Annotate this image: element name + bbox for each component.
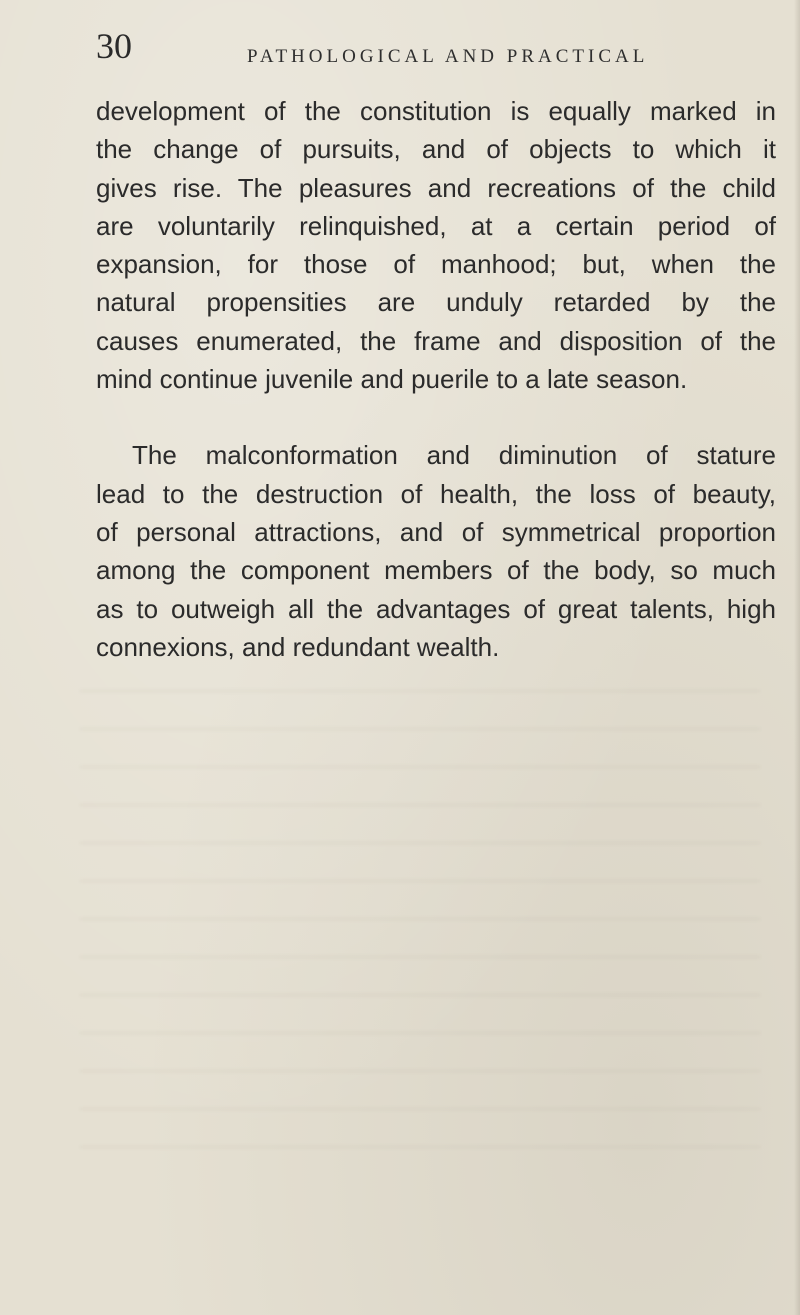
text-line: The malconformation and diminution of stature bbox=[132, 440, 776, 471]
text-line: are voluntarily relinquished, at a certain period of bbox=[96, 210, 776, 241]
text-line: natural propensities are unduly retarded by the bbox=[96, 287, 776, 318]
page-header bbox=[0, 26, 800, 86]
text-line: the change of pursuits, and of objects to which it bbox=[96, 134, 776, 165]
paragraph-gap bbox=[96, 398, 776, 436]
text-line: among the component members of the body, so much bbox=[96, 555, 776, 586]
page-edge-shadow bbox=[794, 0, 800, 1315]
paragraph-2 bbox=[96, 436, 776, 666]
text-line: causes enumerated, the frame and disposition of the bbox=[96, 325, 776, 356]
text-line: gives rise. The pleasures and recreations of the child bbox=[96, 172, 776, 203]
text-line: as to outweigh all the advantages of great talents, high bbox=[96, 593, 776, 624]
text-line: development of the constitution is equally marked in bbox=[96, 96, 776, 126]
show-through-texture bbox=[80, 690, 760, 1170]
text-line: expansion, for those of manhood; but, when the bbox=[96, 249, 776, 280]
text-line: lead to the destruction of health, the loss of beauty, bbox=[96, 478, 776, 509]
text-line: of personal attractions, and of symmetrical proportion bbox=[96, 516, 776, 547]
page-number: 30 bbox=[96, 26, 132, 66]
text-line: connexions, and redundant wealth. bbox=[96, 631, 500, 662]
text-line: mind continue juvenile and puerile to a late season. bbox=[96, 364, 688, 395]
paragraph-1 bbox=[96, 92, 776, 398]
body-text bbox=[96, 92, 776, 666]
running-head: PATHOLOGICAL AND PRACTICAL bbox=[247, 46, 649, 67]
